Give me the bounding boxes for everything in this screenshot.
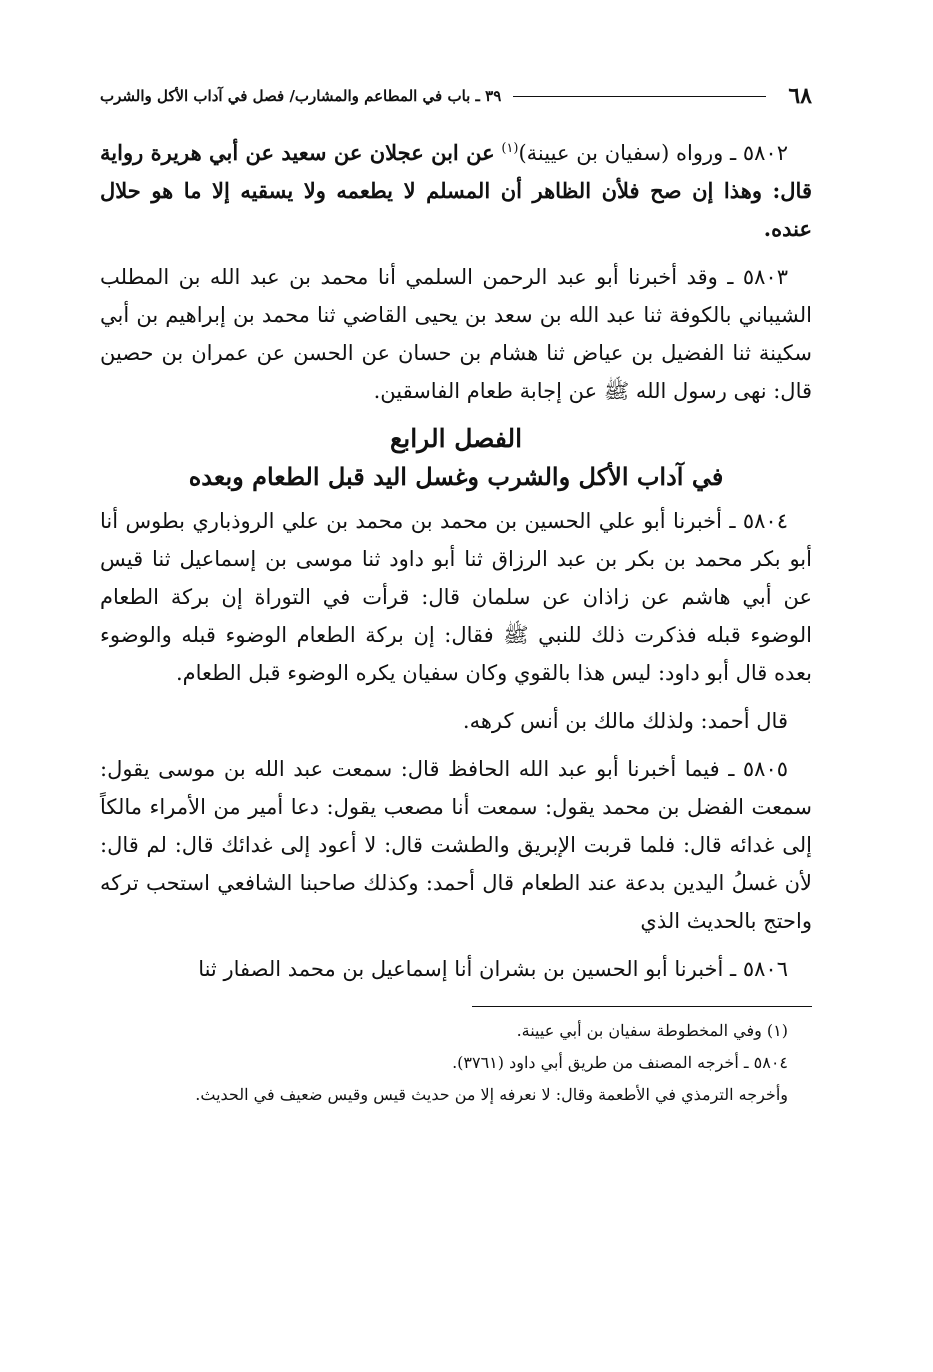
chapter-title: الفصل الرابع bbox=[389, 424, 523, 453]
running-title: ٣٩ ـ باب في المطاعم والمشارب/ فصل في آداب الأكل والشرب bbox=[100, 87, 502, 105]
book-page bbox=[100, 80, 812, 1113]
hadith-text-part-1: ورواه (سفيان بن عيينة) bbox=[518, 141, 724, 165]
hadith-number: ٥٨٠٦ ـ bbox=[730, 957, 788, 981]
note-text: قال أحمد: ولذلك مالك بن أنس كرهه. bbox=[462, 709, 788, 733]
footnotes bbox=[100, 1017, 812, 1109]
hadith-text: أخبرنا أبو علي الحسين بن محمد بن محمد بن علي الروذباري بطوس أنا أبو بكر محمد بن بكر بن عبد الرزاق ثنا أبو داود ثنا موسى بن إسماعيل ثنا قيس عن أبي هاشم عن زاذان عن سلمان قال: قرأت في التوراة إن بركة الطعام الوضوء قبله فذكرت ذلك للنبي ﷺ فقال: إن بركة الطعام الوضوء قبله والوضوء بعده قال أبو داود: ليس هذا بالقوي وكان سفيان يكره الوضوء قبل الطعام. bbox=[100, 509, 812, 685]
hadith-text: وقد أخبرنا أبو عبد الرحمن السلمي أنا محمد بن عبد الله بن المطلب الشيباني بالكوفة ثنا عبد الله بن سعد بن يحيى القاضي ثنا محمد بن إبراهيم بن أبي سكينة ثنا الفضيل بن عياض ثنا هشام بن حسان عن الحسن عن عمران بن حصين قال: نهى رسول الله ﷺ عن إجابة طعام الفاسقين. bbox=[100, 265, 812, 403]
hadith-5804 bbox=[100, 502, 812, 692]
header-rule bbox=[513, 96, 766, 97]
footnote-1: (١) وفي المخطوطة سفيان بن أبي عيينة. bbox=[516, 1021, 788, 1040]
hadith-number: ٥٨٠٢ ـ bbox=[730, 141, 788, 165]
hadith-number: ٥٨٠٣ ـ bbox=[727, 265, 788, 289]
page-number: ٦٨ bbox=[788, 83, 812, 109]
hadith-5805 bbox=[100, 750, 812, 940]
hadith-5802 bbox=[100, 134, 812, 248]
hadith-text: أخبرنا أبو الحسين بن بشران أنا إسماعيل بن محمد الصفار ثنا bbox=[198, 957, 724, 981]
footnote-3: وأخرجه الترمذي في الأطعمة وقال: لا نعرفه إلا من حديث قيس وقيس ضعيف في الحديث. bbox=[195, 1085, 788, 1104]
ahmad-note bbox=[100, 702, 812, 740]
hadith-text: فيما أخبرنا أبو عبد الله الحافظ قال: سمعت عبد الله بن موسى يقول: سمعت الفضل بن محمد يقول: سمعت أنا مصعب يقول: دعا أمير من الأمراء مالكاً إلى غدائه قال: فلما قربت الإبريق والطشت قال: لا أعود إلى غدائك قال: لم قال: لأن غسلُ اليدين بدعة عند الطعام قال أحمد: وكذلك صاحبنا الشافعي استحب تركه واحتج بالحديث الذي bbox=[100, 757, 812, 933]
footnote-2: ٥٨٠٤ ـ أخرجه المصنف من طريق أبي داود (٣٧٦١). bbox=[452, 1053, 788, 1072]
hadith-5806 bbox=[100, 950, 812, 988]
page-header bbox=[100, 80, 812, 112]
footnote-separator bbox=[472, 1006, 812, 1007]
hadith-number: ٥٨٠٤ ـ bbox=[729, 509, 788, 533]
hadith-number: ٥٨٠٥ ـ bbox=[728, 757, 789, 781]
hadith-text-part-2: عن ابن عجلان عن سعيد عن أبي هريرة رواية قال: وهذا إن صح فلأن الظاهر أن المسلم لا يطعمه ولا يسقيه إلا ما هو حلال عنده. bbox=[100, 140, 812, 241]
footnote-marker: (١) bbox=[501, 141, 519, 156]
main-text bbox=[100, 134, 812, 988]
hadith-5803 bbox=[100, 258, 812, 410]
chapter-subtitle: في آداب الأكل والشرب وغسل اليد قبل الطعام وبعده bbox=[188, 462, 724, 491]
